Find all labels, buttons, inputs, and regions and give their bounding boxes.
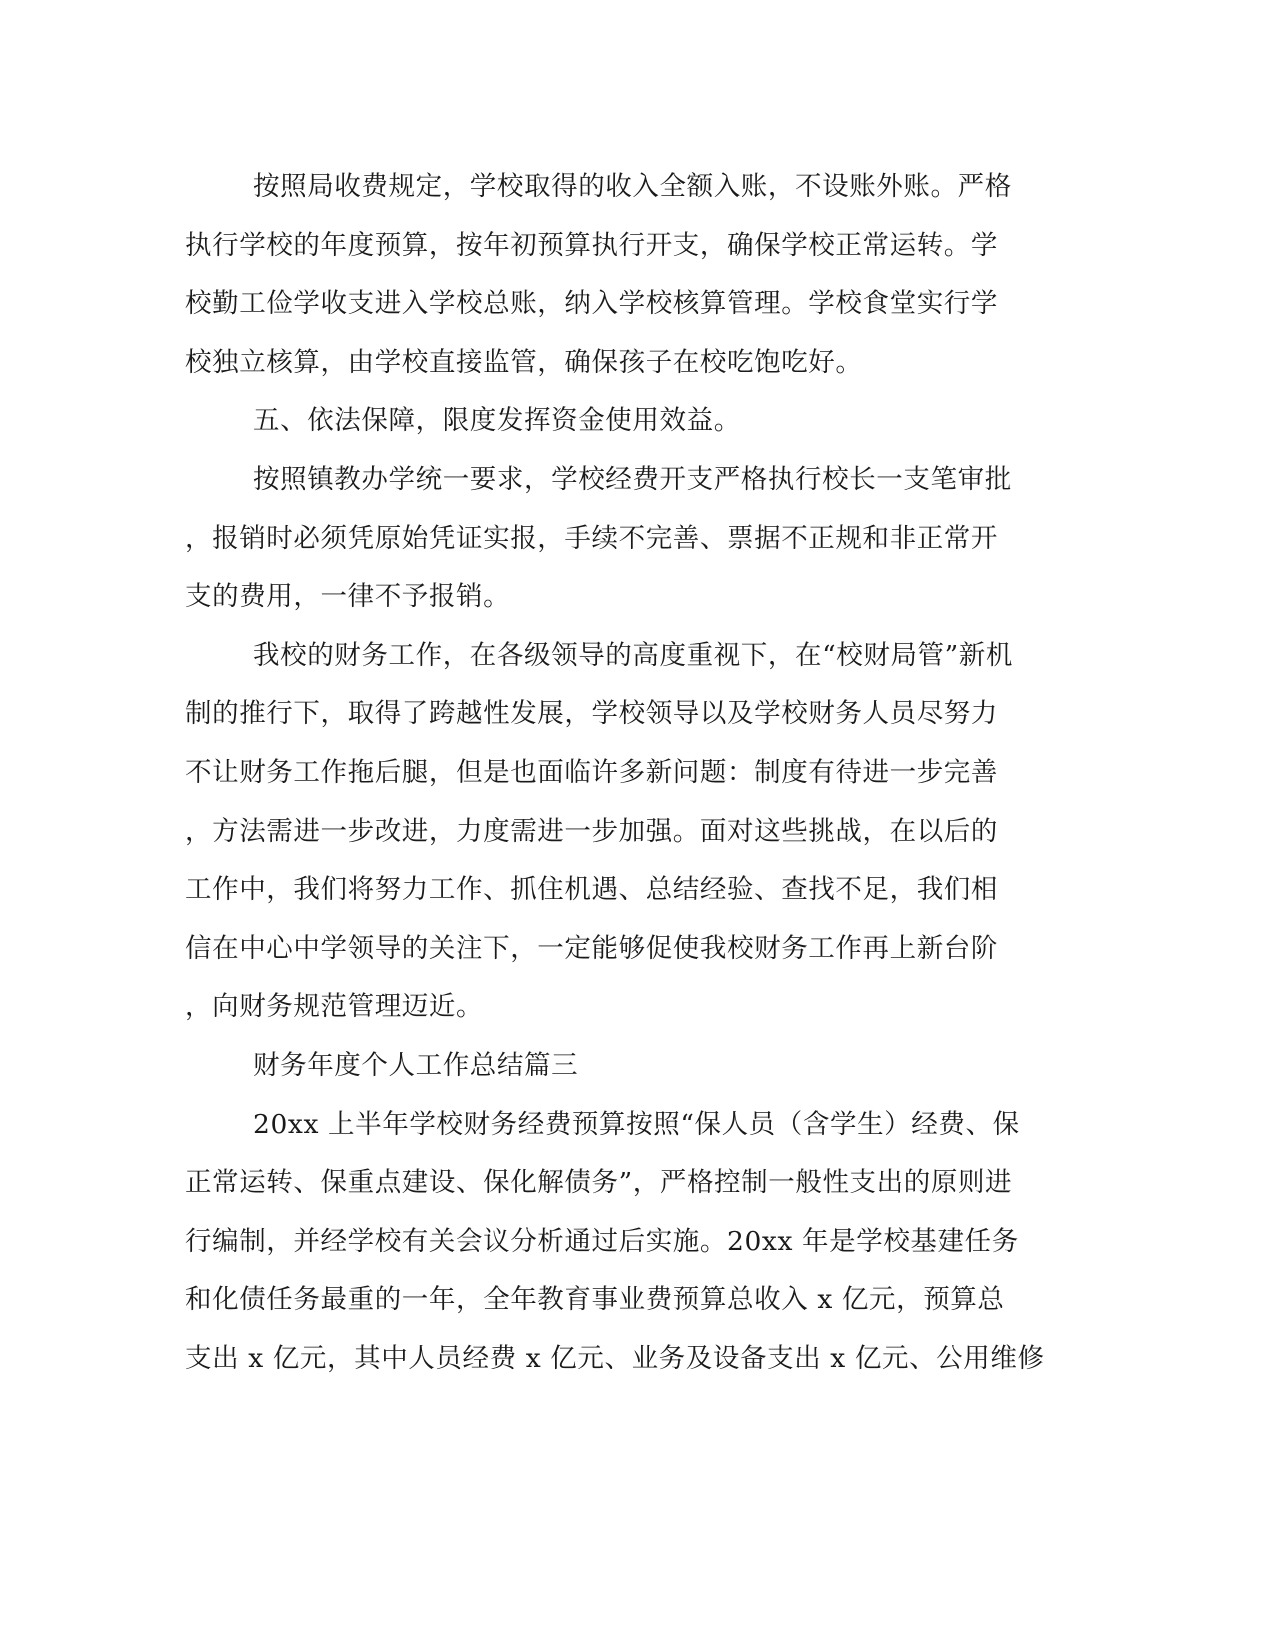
text-line: ，向财务规范管理迈近。 [185,991,484,1023]
text-line: 支出 x 亿元，其中人员经费 x 亿元、业务及设备支出 x 亿元、公用维修 [185,1342,1045,1374]
section-heading: 五、依法保障，限度发挥资金使用效益。 [253,405,741,437]
text-line: 正常运转、保重点建设、保化解债务”，严格控制一般性支出的原则进 [185,1167,1013,1199]
text-line: 按照镇教办学统一要求，学校经费开支严格执行校长一支笔审批 [253,463,1012,495]
text-line: 执行学校的年度预算，按年初预算执行开支，确保学校正常运转。学 [185,229,998,261]
text-line: 校勤工俭学收支进入学校总账，纳入学校核算管理。学校食堂实行学 [185,288,998,320]
document-body [185,158,1065,1388]
text-line: ，方法需进一步改进，力度需进一步加强。面对这些挑战，在以后的 [185,815,998,847]
text-line: 和化债任务最重的一年，全年教育事业费预算总收入 x 亿元，预算总 [185,1284,1005,1316]
text-line: 工作中，我们将努力工作、抓住机遇、总结经验、查找不足，我们相 [185,874,998,906]
text-line: 行编制，并经学校有关会议分析通过后实施。20xx 年是学校基建任务 [185,1225,1019,1257]
section-title: 财务年度个人工作总结篇三 [253,1049,579,1081]
text-line: 20xx 上半年学校财务经费预算按照“保人员（含学生）经费、保 [253,1108,1020,1140]
text-line: 按照局收费规定，学校取得的收入全额入账，不设账外账。严格 [253,171,1012,202]
text-line: 校独立核算，由学校直接监管，确保孩子在校吃饱吃好。 [185,346,863,378]
text-line: ，报销时必须凭原始凭证实报，手续不完善、票据不正规和非正常开 [185,522,998,554]
text-line: 我校的财务工作，在各级领导的高度重视下，在“校财局管”新机 [253,639,1013,671]
text-line: 不让财务工作拖后腿，但是也面临许多新问题：制度有待进一步完善 [185,756,998,788]
text-line: 信在中心中学领导的关注下，一定能够促使我校财务工作再上新台阶 [185,932,998,964]
text-line: 制的推行下，取得了跨越性发展，学校领导以及学校财务人员尽努力 [185,698,998,730]
text-line: 支的费用，一律不予报销。 [185,581,511,613]
